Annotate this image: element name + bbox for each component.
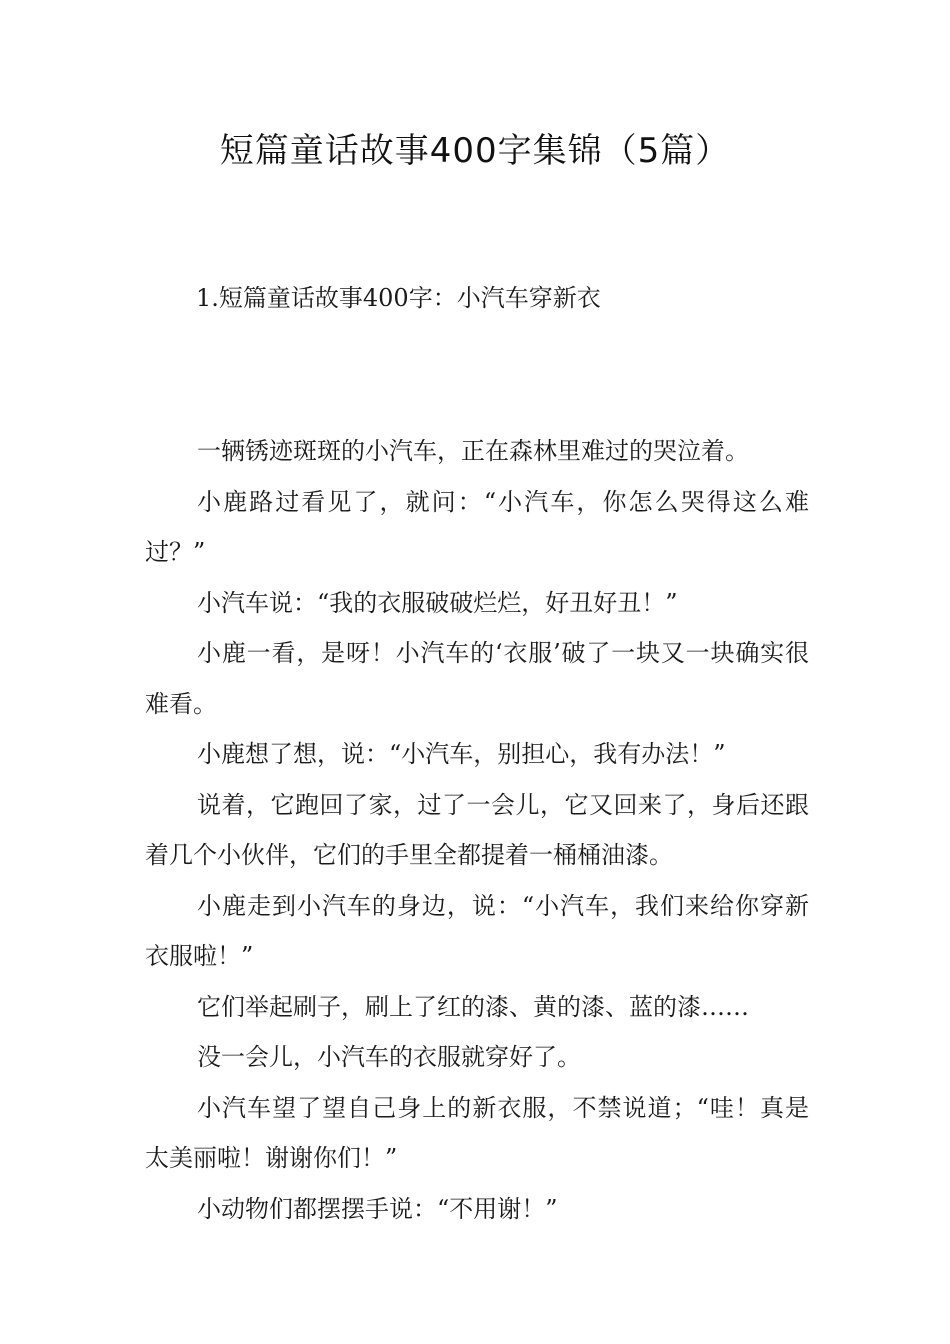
story-paragraph: 小动物们都摆摆手说：“不用谢！” <box>197 1194 558 1223</box>
story-paragraph: 小鹿想了想，说：“小汽车，别担心，我有办法！” <box>197 740 726 768</box>
story-paragraph: 没一会儿，小汽车的衣服就穿好了。 <box>197 1043 581 1071</box>
story-paragraph: 一辆锈迹斑斑的小汽车，正在森林里难过的哭泣着。 <box>197 437 749 465</box>
story-body <box>145 426 809 1234</box>
story-paragraph: 它们举起刷子，刷上了红的漆、黄的漆、蓝的漆…… <box>197 992 749 1021</box>
story-paragraph: 小汽车说：“我的衣服破破烂烂，好丑好丑！” <box>197 588 678 617</box>
story-paragraph: 小鹿路过看见了，就问：“小汽车，你怎么哭得这么难过？” <box>145 487 809 566</box>
document-title: 短篇童话故事400字集锦（5篇） <box>219 131 731 171</box>
story-paragraph: 小鹿一看，是呀！小汽车的‘衣服’破了一块又一块确实很难看。 <box>145 639 809 718</box>
story-paragraph: 小汽车望了望自己身上的新衣服，不禁说道；“哇！真是太美丽啦！谢谢你们！” <box>145 1093 809 1172</box>
section-heading: 1.短篇童话故事400字：小汽车穿新衣 <box>196 284 601 312</box>
story-paragraph: 说着，它跑回了家，过了一会儿，它又回来了，身后还跟着几个小伙伴，它们的手里全都提着一桶桶油漆。 <box>145 790 809 869</box>
story-paragraph: 小鹿走到小汽车的身边，说：“小汽车，我们来给你穿新衣服啦！” <box>145 891 809 970</box>
